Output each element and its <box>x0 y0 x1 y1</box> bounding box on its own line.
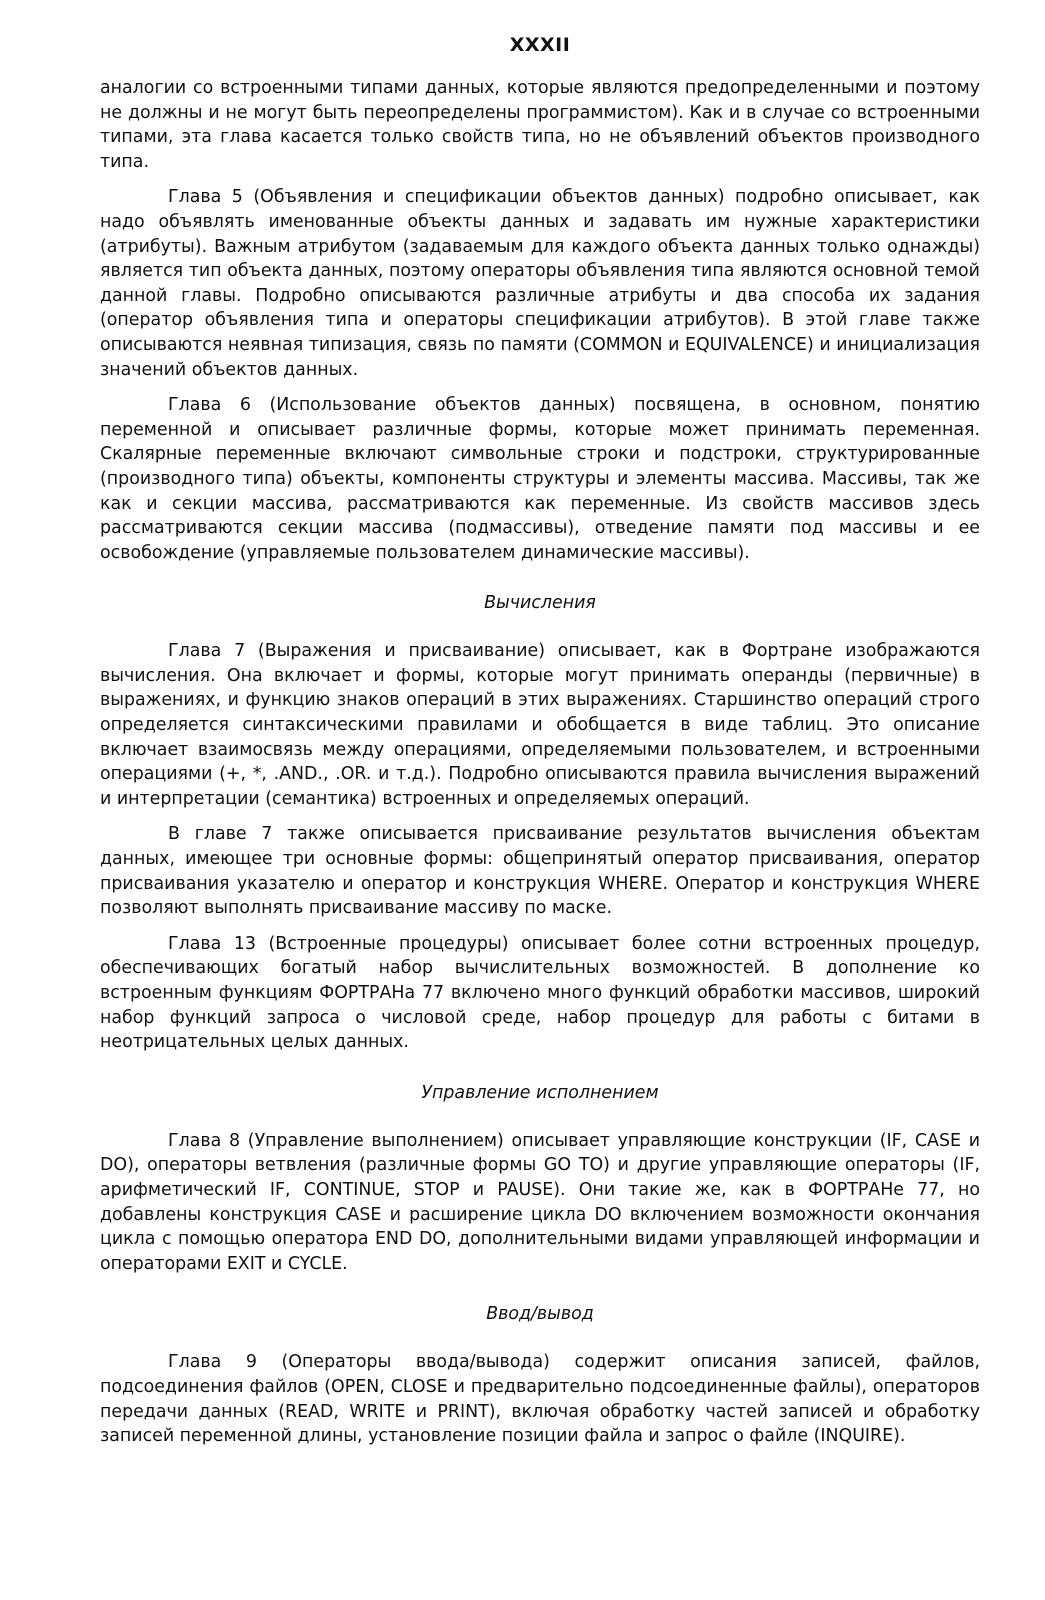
paragraph-chapter-8: Глава 8 (Управление выполнением) описывает управляющие конструкции (IF, CASE и DO), операторы ветвления (различные формы GO TO) и другие управляющие операторы (IF, арифметический IF, CONTINUE, STOP и PAUSE). Они такие же, как в ФОРТРАНе 77, но добавлены конструкция CASE и расширение цикла DO включением возможности окончания цикла с помощью оператора END DO, дополнительными видами управляющей информации и операторами EXIT и CYCLE. <box>100 1130 980 1274</box>
document-page <box>100 30 980 1460</box>
paragraph-chapter-9: Глава 9 (Операторы ввода/вывода) содержит описания записей, файлов, подсоединения файлов (OPEN, CLOSE и предварительно подсоединенные файлы), операторов передачи данных (READ, WRITE и PRINT), включая обработку частей записей и обработку записей переменной длины, установление позиции файла и запрос о файле (INQUIRE). <box>100 1352 980 1447</box>
paragraph-chapter-13: Глава 13 (Встроенные процедуры) описывает более сотни встроенных процедур, обеспечивающих богатый набор вычислительных возможностей. В дополнение ко встроенным функциям ФОРТРАНа 77 включено много функций обработки массивов, широкий набор функций запроса о числовой среде, набор процедур для работы с битами в неотрицательных целых данных. <box>100 933 980 1053</box>
paragraph-chapter-6: Глава 6 (Использование объектов данных) посвящена, в основном, понятию переменной и описывает различные формы, которые может принимать переменная. Скалярные переменные включают символьные строки и подстроки, структурированные (производного типа) объекты, компоненты структуры и элементы массива. Массивы, так же как и секции массива, рассматриваются как переменные. Из свойств массивов здесь рассматриваются секции массива (подмассивы), отведение памяти под массивы и ее освобождение (управляемые пользователем динамические массивы). <box>100 395 980 563</box>
page-number: XXXII <box>509 34 571 56</box>
paragraph-chapter-7-assignment: В главе 7 также описывается присваивание результатов вычисления объектам данных, имеющее три основные формы: общепринятый оператор присваивания, оператор присваивания указателю и оператор и конструкция WHERE. Оператор и конструкция WHERE позволяют выполнять присваивание массиву по маске. <box>100 824 980 919</box>
paragraph-chapter-5: Глава 5 (Объявления и спецификации объектов данных) подробно описывает, как надо объявлять именованные объекты данных и задавать им нужные характеристики (атрибуты). Важным атрибутом (задаваемым для каждого объекта данных только однажды) является тип объекта данных, поэтому операторы объявления типа являются основной темой данной главы. Подробно описываются различные атрибуты и два способа их задания (оператор объявления типа и операторы спецификации атрибутов). В этой главе также описываются неявная типизация, связь по памяти (COMMON и EQUIVALENCE) и инициализация значений объектов данных. <box>100 187 980 380</box>
section-heading-input-output: Ввод/вывод <box>486 1304 594 1325</box>
paragraph-chapter-7: Глава 7 (Выражения и присваивание) описывает, как в Фортране изображаются вычисления. Она включает и формы, которые могут принимать операнды (первичные) в выражениях, и функцию знаков операций в этих выражениях. Старшинство операций строго определяется синтаксическими правилами и обобщается в виде таблиц. Это описание включает взаимосвязь между операциями, определяемыми пользователем, и встроенными операциями (+, *, .AND., .OR. и т.д.). Подробно описываются правила вычисления выражений и интерпретации (семантика) встроенных и определяемых операций. <box>100 641 980 809</box>
section-heading-computations: Вычисления <box>484 593 596 614</box>
paragraph-derived-types-continuation: аналогии со встроенными типами данных, которые являются предопределенными и поэтому не должны и не могут быть переопределены программистом). Как и в случае со встроенными типами, эта глава касается только свойств типа, но не объявлений объектов производного типа. <box>100 78 980 172</box>
section-heading-execution-control: Управление исполнением <box>421 1082 659 1103</box>
